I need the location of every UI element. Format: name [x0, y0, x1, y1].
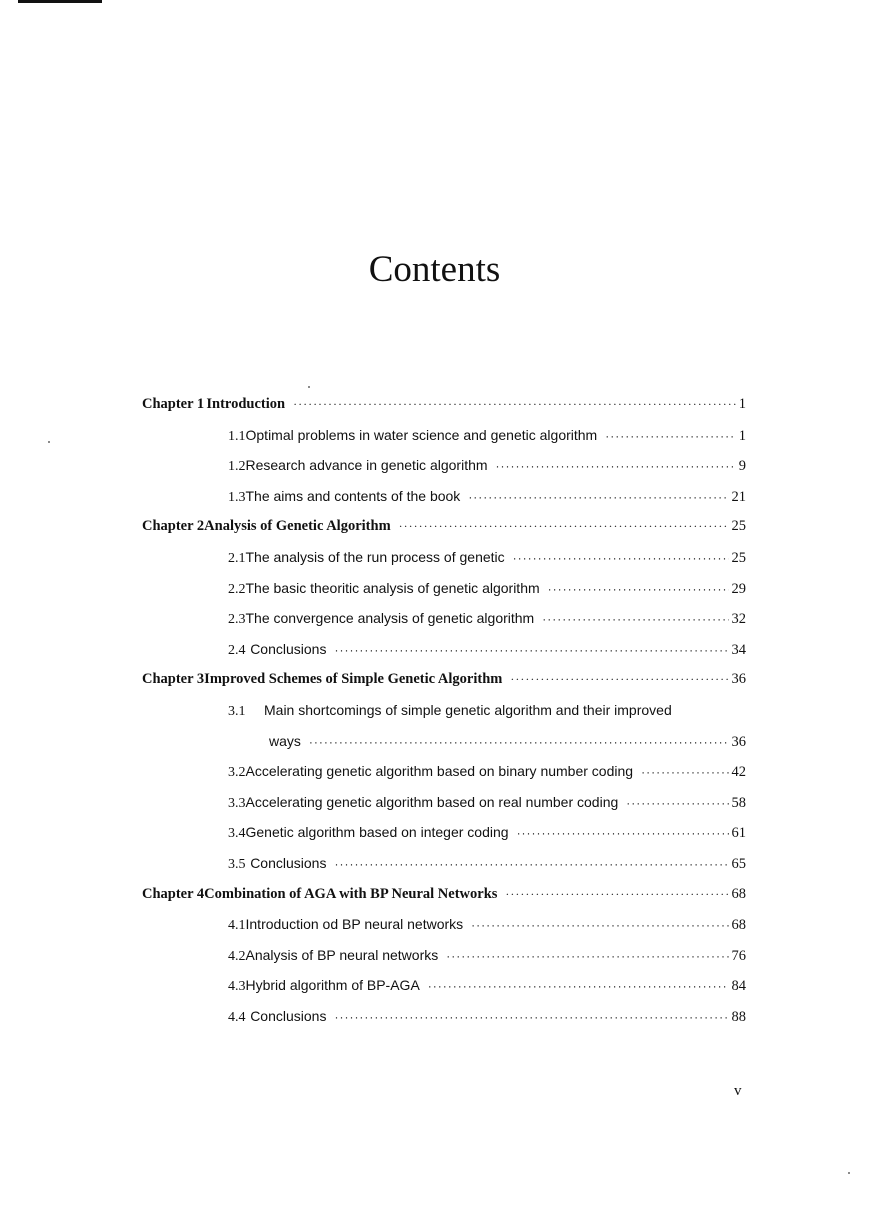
toc-section-number: 2.2: [228, 582, 246, 597]
toc-section-number: 3.5: [228, 857, 246, 872]
toc-section-number: 1.3: [228, 490, 246, 505]
toc-section-row: [228, 457, 746, 481]
toc-section-row: [228, 549, 746, 573]
dot-leader: [626, 796, 728, 810]
toc-page-number: 76: [731, 948, 746, 964]
toc-page-number: 25: [731, 518, 746, 534]
toc-entry-title: Optimal problems in water science and genetic algorithm: [245, 427, 598, 443]
dot-leader: [542, 612, 728, 626]
dot-leader: [293, 397, 736, 412]
toc-chapter-row: [142, 518, 746, 542]
toc-entry-title: Conclusions: [250, 641, 327, 657]
toc-chapter-title: Combination of AGA with BP Neural Networks: [204, 886, 498, 902]
toc-section-number: 2.4: [228, 643, 246, 658]
toc-section-number: 4.4: [228, 1010, 246, 1025]
toc-entry-title: Conclusions: [250, 1008, 327, 1024]
toc-page-number: 68: [731, 886, 746, 902]
corner-rule: [18, 0, 102, 3]
toc-section-row: [228, 977, 746, 1001]
toc-entry-title: The analysis of the run process of genetic: [245, 549, 505, 565]
toc-page-number: 88: [731, 1009, 746, 1025]
toc-section-row: [228, 427, 746, 451]
toc-page-number: 1: [738, 428, 746, 444]
toc-page-number: 58: [731, 795, 746, 811]
page-title: Contents: [368, 249, 501, 290]
toc-page-number: 42: [731, 764, 746, 780]
toc-page-number: 36: [731, 671, 746, 687]
page-number: v: [734, 1083, 742, 1099]
dot-leader: [517, 826, 729, 840]
toc-section-number: 3.3: [228, 796, 246, 811]
toc-page-number: 61: [731, 825, 746, 841]
toc-chapter-title: Analysis of Genetic Algorithm: [204, 518, 391, 534]
dot-leader: [471, 918, 728, 932]
dot-leader: [468, 490, 728, 504]
toc-section-number: 4.1: [228, 918, 246, 933]
toc-section-row: [228, 488, 746, 512]
toc-page-number: 36: [731, 734, 746, 750]
toc-page-number: 68: [731, 917, 746, 933]
scan-speck: [308, 386, 310, 388]
dot-leader: [548, 582, 729, 596]
scan-speck: [848, 1172, 850, 1174]
dot-leader: [334, 643, 728, 657]
toc-page-number: 84: [731, 978, 746, 994]
toc-section-row: [228, 855, 746, 879]
toc-entry-title: Main shortcomings of simple genetic algorithm and their improved: [264, 702, 672, 718]
toc-chapter-number: Chapter 2: [142, 518, 205, 534]
toc-section-row: [228, 916, 746, 940]
toc-chapter-row: [142, 396, 746, 420]
toc-chapter-title: Introduction: [206, 396, 286, 412]
toc-page-number: 21: [731, 489, 746, 505]
toc-entry-title: The aims and contents of the book: [245, 488, 461, 504]
toc-entry-title: Hybrid algorithm of BP-AGA: [245, 977, 420, 993]
toc-page-number: 25: [731, 550, 746, 566]
toc-section-row: [228, 580, 746, 604]
toc-section-number: 2.1: [228, 551, 246, 566]
toc-section-row: [228, 794, 746, 818]
toc-page-number: 32: [731, 611, 746, 627]
toc-chapter-title: Improved Schemes of Simple Genetic Algorithm: [204, 671, 503, 687]
dot-leader: [309, 735, 729, 749]
toc-entry-title: Analysis of BP neural networks: [245, 947, 439, 963]
toc-entry-title: Genetic algorithm based on integer coding: [245, 824, 509, 840]
toc-section-number: 1.1: [228, 429, 246, 444]
dot-leader: [510, 672, 728, 687]
dot-leader: [641, 765, 728, 779]
dot-leader: [513, 551, 729, 565]
toc-chapter-row: [142, 671, 746, 695]
scan-speck: [48, 441, 50, 443]
dot-leader: [334, 857, 728, 871]
toc-entry-title: Accelerating genetic algorithm based on binary number coding: [245, 763, 634, 779]
toc-section-row: [228, 702, 746, 726]
toc-entry-title: Accelerating genetic algorithm based on real number coding: [245, 794, 619, 810]
dot-leader: [399, 519, 729, 534]
dot-leader: [496, 459, 736, 473]
toc-page-number: 1: [738, 396, 746, 412]
dot-leader: [334, 1010, 728, 1024]
dot-leader: [605, 429, 736, 443]
toc-section-row: [228, 824, 746, 848]
toc-page-number: 29: [731, 581, 746, 597]
toc-section-row: [228, 1008, 746, 1032]
toc-section-number: 1.2: [228, 459, 246, 474]
toc-page-number: 9: [738, 458, 746, 474]
dot-leader: [428, 979, 729, 993]
toc-chapter-row: [142, 886, 746, 910]
toc-chapter-number: Chapter 4: [142, 886, 205, 902]
toc-section-number: 2.3: [228, 612, 246, 627]
toc-section-number: 4.3: [228, 979, 246, 994]
toc-page-number: 34: [731, 642, 746, 658]
toc-section-number: 3.2: [228, 765, 246, 780]
toc-entry-title: Introduction od BP neural networks: [245, 916, 464, 932]
toc-section-row: [228, 641, 746, 665]
toc-entry-title: Research advance in genetic algorithm: [245, 457, 488, 473]
toc-entry-title: The convergence analysis of genetic algorithm: [245, 610, 535, 626]
toc-entry-title: The basic theoritic analysis of genetic algorithm: [245, 580, 540, 596]
toc-section-row: [269, 733, 746, 757]
toc-entry-title: ways: [269, 733, 301, 749]
toc-page-number: 65: [731, 856, 746, 872]
toc-section-number: 3.1: [228, 704, 246, 719]
toc-chapter-number: Chapter 1: [142, 396, 205, 412]
toc-entry-title: Conclusions: [250, 855, 327, 871]
dot-leader: [505, 887, 728, 902]
toc-section-row: [228, 763, 746, 787]
toc-section-number: 4.2: [228, 949, 246, 964]
toc-chapter-number: Chapter 3: [142, 671, 205, 687]
toc-section-row: [228, 610, 746, 634]
dot-leader: [446, 949, 728, 963]
toc-section-row: [228, 947, 746, 971]
toc-section-number: 3.4: [228, 826, 246, 841]
